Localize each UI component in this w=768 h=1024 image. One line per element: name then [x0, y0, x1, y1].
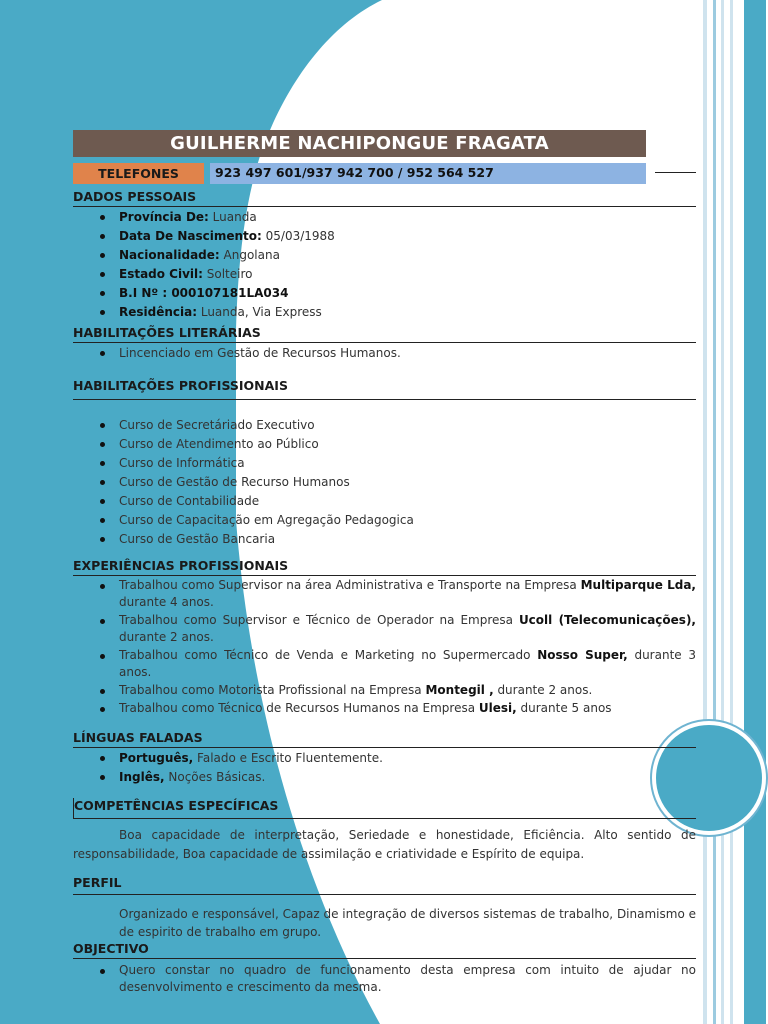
list-item: Trabalhou como Supervisor e Técnico de Operador na Empresa Ucoll (Telecomunicações), durante 2 anos. [100, 612, 696, 646]
list-item: Inglês, Noções Básicas. [100, 768, 696, 787]
linguas-list [100, 749, 696, 787]
dados-pessoais-list [100, 208, 696, 322]
section-title-perfil: PERFIL [73, 875, 696, 895]
section-title-linguas: LÍNGUAS FALADAS [73, 730, 696, 748]
list-item: Curso de Capacitação em Agregação Pedagogica [100, 511, 696, 530]
list-item: Curso de Contabilidade [100, 492, 696, 511]
list-item: Curso de Secretáriado Executivo [100, 416, 696, 435]
phone-divider-line [655, 172, 696, 173]
section-title-objectivo: OBJECTIVO [73, 941, 696, 959]
objectivo-list [100, 962, 696, 997]
phone-row [73, 163, 646, 184]
list-item: Trabalhou como Técnico de Venda e Marketing no Supermercado Nosso Super, durante 3 anos. [100, 647, 696, 681]
section-title-habilitacoes-literarias: HABILITAÇÕES LITERÁRIAS [73, 325, 696, 343]
section-title-experiencias: EXPERIÊNCIAS PROFISSIONAIS [73, 558, 696, 576]
name-banner: GUILHERME NACHIPONGUE FRAGATA [73, 130, 646, 157]
list-item: Trabalhou como Técnico de Recursos Humanos na Empresa Ulesi, durante 5 anos [100, 700, 696, 717]
list-item: Lincenciado em Gestão de Recursos Humanos. [100, 344, 696, 363]
habilitacoes-literarias-list [100, 344, 696, 363]
competencias-text: Boa capacidade de interpretação, Seriedade e honestidade, Eficiência. Alto sentido de responsabilidade, Boa capacidade de assimilação e criatividade e Espírito de equipa. [73, 828, 696, 861]
list-item: Curso de Informática [100, 454, 696, 473]
list-item: Data De Nascimento: 05/03/1988 [100, 227, 696, 246]
list-item: Português, Falado e Escrito Fluentemente. [100, 749, 696, 768]
habilitacoes-profissionais-list [100, 416, 696, 549]
section-title-dados-pessoais: DADOS PESSOAIS [73, 189, 696, 207]
list-item: Curso de Atendimento ao Público [100, 435, 696, 454]
section-title-habilitacoes-profissionais: HABILITAÇÕES PROFISSIONAIS [73, 378, 696, 400]
list-item: Residência: Luanda, Via Express [100, 303, 696, 322]
list-item: Estado Civil: Solteiro [100, 265, 696, 284]
list-item: Trabalhou como Supervisor na área Administrativa e Transporte na Empresa Multiparque Lda, durante 4 anos. [100, 577, 696, 611]
list-item: Curso de Gestão Bancaria [100, 530, 696, 549]
experiencias-list [100, 577, 696, 718]
phones-label: TELEFONES [73, 163, 204, 184]
phones-value: 923 497 601/937 942 700 / 952 564 527 [210, 163, 646, 184]
list-item: Trabalhou como Motorista Profissional na Empresa Montegil , durante 2 anos. [100, 682, 696, 699]
section-title-competencias: COMPETÊNCIAS ESPECÍFICAS [73, 798, 696, 819]
perfil-text: Organizado e responsável, Capaz de integração de diversos sistemas de trabalho, Dinamismo e de espirito de trabalho em grupo. [119, 907, 696, 939]
list-item: B.I Nº : 000107181LA034 [100, 284, 696, 303]
list-item: Quero constar no quadro de funcionamento desta empresa com intuito de ajudar no desenvolvimento e crescimento da mesma. [100, 962, 696, 996]
list-item: Nacionalidade: Angolana [100, 246, 696, 265]
list-item: Província De: Luanda [100, 208, 696, 227]
list-item: Curso de Gestão de Recurso Humanos [100, 473, 696, 492]
